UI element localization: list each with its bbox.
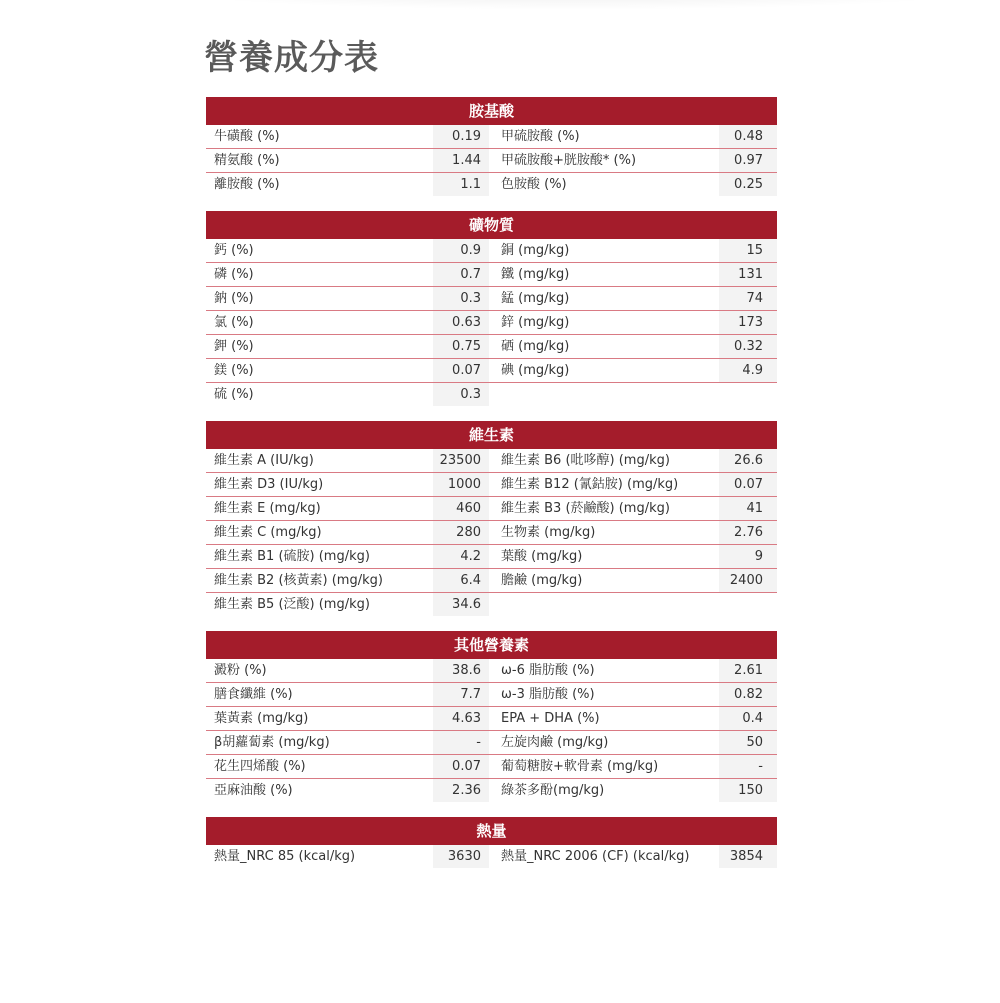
left-value: 280 bbox=[433, 521, 489, 544]
left-label: 鈣 (%) bbox=[214, 243, 254, 258]
left-value: 2.36 bbox=[433, 779, 489, 802]
section-header: 維生素 bbox=[206, 421, 777, 449]
left-value: 0.9 bbox=[433, 239, 489, 262]
table-row bbox=[206, 263, 777, 287]
nutrition-section bbox=[206, 421, 777, 617]
table-row bbox=[206, 707, 777, 731]
left-label: 膳食纖維 (%) bbox=[214, 687, 293, 702]
nutrition-section bbox=[206, 817, 777, 869]
right-value: 50 bbox=[719, 731, 777, 754]
table-row bbox=[206, 449, 777, 473]
table-row bbox=[206, 521, 777, 545]
right-label: 熱量_NRC 2006 (CF) (kcal/kg) bbox=[501, 849, 690, 864]
left-value: 0.07 bbox=[433, 359, 489, 382]
section-header: 其他營養素 bbox=[206, 631, 777, 659]
left-value: 0.7 bbox=[433, 263, 489, 286]
nutrition-tables bbox=[206, 97, 777, 883]
right-value: 2.76 bbox=[719, 521, 777, 544]
right-label: 鐵 (mg/kg) bbox=[501, 267, 570, 282]
left-label: 硫 (%) bbox=[214, 387, 254, 402]
left-value: 0.3 bbox=[433, 287, 489, 310]
left-label: 離胺酸 (%) bbox=[214, 177, 280, 192]
left-label: 維生素 B5 (泛酸) (mg/kg) bbox=[214, 597, 370, 612]
right-label bbox=[493, 383, 719, 406]
nutrition-section bbox=[206, 211, 777, 407]
left-value: 7.7 bbox=[433, 683, 489, 706]
table-row bbox=[206, 125, 777, 149]
right-label: EPA + DHA (%) bbox=[501, 711, 600, 726]
right-label: 膽鹼 (mg/kg) bbox=[501, 573, 583, 588]
left-value: 23500 bbox=[433, 449, 489, 472]
right-value: 41 bbox=[719, 497, 777, 520]
right-label: 色胺酸 (%) bbox=[501, 177, 567, 192]
left-value: 0.19 bbox=[433, 125, 489, 148]
left-label: 維生素 A (IU/kg) bbox=[214, 453, 314, 468]
left-label: 氯 (%) bbox=[214, 315, 254, 330]
table-row bbox=[206, 497, 777, 521]
left-value: 34.6 bbox=[433, 593, 489, 616]
right-label: 銅 (mg/kg) bbox=[501, 243, 570, 258]
table-row bbox=[206, 383, 777, 407]
right-value: 4.9 bbox=[719, 359, 777, 382]
right-label: ω-3 脂肪酸 (%) bbox=[501, 687, 595, 702]
left-label: 鉀 (%) bbox=[214, 339, 254, 354]
section-header: 胺基酸 bbox=[206, 97, 777, 125]
right-label: 綠茶多酚(mg/kg) bbox=[501, 783, 605, 798]
left-label: 維生素 C (mg/kg) bbox=[214, 525, 322, 540]
left-value: 3630 bbox=[433, 845, 489, 868]
left-label: 鎂 (%) bbox=[214, 363, 254, 378]
right-value: 173 bbox=[719, 311, 777, 334]
table-row bbox=[206, 311, 777, 335]
table-row bbox=[206, 659, 777, 683]
left-label: β胡蘿蔔素 (mg/kg) bbox=[214, 735, 330, 750]
left-label: 維生素 B1 (硫胺) (mg/kg) bbox=[214, 549, 370, 564]
table-row bbox=[206, 593, 777, 617]
nutrition-section bbox=[206, 631, 777, 803]
right-label: 生物素 (mg/kg) bbox=[501, 525, 596, 540]
table-row bbox=[206, 683, 777, 707]
left-label: 牛磺酸 (%) bbox=[214, 129, 280, 144]
right-label: 硒 (mg/kg) bbox=[501, 339, 570, 354]
left-label: 亞麻油酸 (%) bbox=[214, 783, 293, 798]
page-title: 營養成分表 bbox=[204, 38, 379, 78]
table-row bbox=[206, 545, 777, 569]
left-value: 460 bbox=[433, 497, 489, 520]
table-row bbox=[206, 731, 777, 755]
right-value bbox=[719, 383, 777, 406]
right-value: 0.32 bbox=[719, 335, 777, 358]
section-header: 礦物質 bbox=[206, 211, 777, 239]
right-value: 150 bbox=[719, 779, 777, 802]
left-value: 0.3 bbox=[433, 383, 489, 406]
table-row bbox=[206, 779, 777, 803]
right-value: 2400 bbox=[719, 569, 777, 592]
left-label: 精氨酸 (%) bbox=[214, 153, 280, 168]
left-label: 維生素 B2 (核黃素) (mg/kg) bbox=[214, 573, 383, 588]
right-value: - bbox=[719, 755, 777, 778]
left-label: 鈉 (%) bbox=[214, 291, 254, 306]
right-value: 0.4 bbox=[719, 707, 777, 730]
left-label: 澱粉 (%) bbox=[214, 663, 267, 678]
right-label: 維生素 B3 (菸鹼酸) (mg/kg) bbox=[501, 501, 670, 516]
left-value: 0.63 bbox=[433, 311, 489, 334]
right-label bbox=[493, 593, 719, 616]
table-row bbox=[206, 845, 777, 869]
table-row bbox=[206, 755, 777, 779]
right-label: 甲硫胺酸 (%) bbox=[501, 129, 580, 144]
left-value: - bbox=[433, 731, 489, 754]
nutrition-section bbox=[206, 97, 777, 197]
left-value: 0.75 bbox=[433, 335, 489, 358]
left-value: 1.1 bbox=[433, 173, 489, 196]
right-label: 左旋肉鹼 (mg/kg) bbox=[501, 735, 609, 750]
right-label: 碘 (mg/kg) bbox=[501, 363, 570, 378]
table-row bbox=[206, 239, 777, 263]
table-row bbox=[206, 149, 777, 173]
right-label: 葉酸 (mg/kg) bbox=[501, 549, 583, 564]
right-value: 26.6 bbox=[719, 449, 777, 472]
right-value: 9 bbox=[719, 545, 777, 568]
left-value: 6.4 bbox=[433, 569, 489, 592]
right-value: 0.97 bbox=[719, 149, 777, 172]
right-label: 葡萄糖胺+軟骨素 (mg/kg) bbox=[501, 759, 659, 774]
table-row bbox=[206, 359, 777, 383]
left-label: 磷 (%) bbox=[214, 267, 254, 282]
left-value: 1000 bbox=[433, 473, 489, 496]
left-label: 熱量_NRC 85 (kcal/kg) bbox=[214, 849, 356, 864]
section-header: 熱量 bbox=[206, 817, 777, 845]
table-row bbox=[206, 473, 777, 497]
right-value: 0.82 bbox=[719, 683, 777, 706]
right-label: ω-6 脂肪酸 (%) bbox=[501, 663, 595, 678]
right-label: 維生素 B12 (氰鈷胺) (mg/kg) bbox=[501, 477, 679, 492]
right-label: 錳 (mg/kg) bbox=[501, 291, 570, 306]
right-value: 0.25 bbox=[719, 173, 777, 196]
left-label: 維生素 D3 (IU/kg) bbox=[214, 477, 324, 492]
table-row bbox=[206, 335, 777, 359]
right-value bbox=[719, 593, 777, 616]
left-value: 4.2 bbox=[433, 545, 489, 568]
right-label: 甲硫胺酸+胱胺酸* (%) bbox=[501, 153, 637, 168]
left-value: 4.63 bbox=[433, 707, 489, 730]
left-label: 花生四烯酸 (%) bbox=[214, 759, 306, 774]
right-value: 15 bbox=[719, 239, 777, 262]
right-value: 3854 bbox=[719, 845, 777, 868]
right-value: 0.07 bbox=[719, 473, 777, 496]
right-label: 鋅 (mg/kg) bbox=[501, 315, 570, 330]
left-value: 1.44 bbox=[433, 149, 489, 172]
right-value: 131 bbox=[719, 263, 777, 286]
top-shadow bbox=[150, 0, 1000, 10]
left-label: 維生素 E (mg/kg) bbox=[214, 501, 321, 516]
right-value: 2.61 bbox=[719, 659, 777, 682]
right-label: 維生素 B6 (吡哆醇) (mg/kg) bbox=[501, 453, 670, 468]
left-value: 0.07 bbox=[433, 755, 489, 778]
right-value: 0.48 bbox=[719, 125, 777, 148]
right-value: 74 bbox=[719, 287, 777, 310]
table-row bbox=[206, 287, 777, 311]
left-label: 葉黃素 (mg/kg) bbox=[214, 711, 309, 726]
left-value: 38.6 bbox=[433, 659, 489, 682]
table-row bbox=[206, 173, 777, 197]
table-row bbox=[206, 569, 777, 593]
